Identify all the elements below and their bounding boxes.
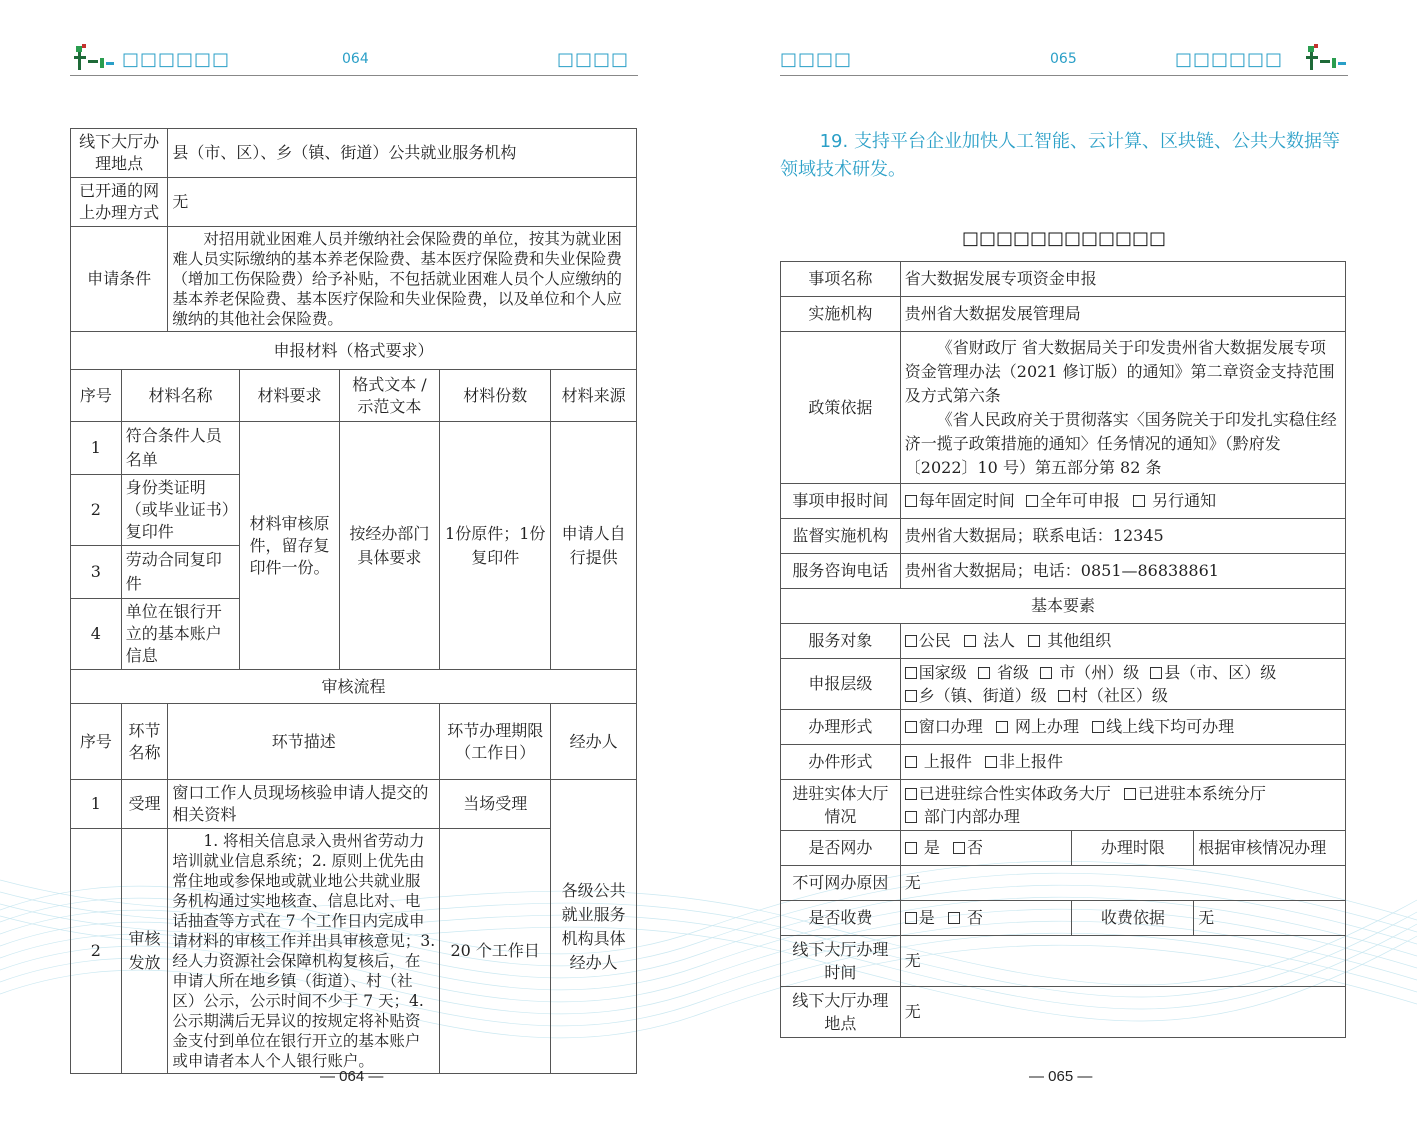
hall-time-value: 无 — [900, 936, 1345, 987]
consult-value: 贵州省大数据局；电话：0851—86838861 — [900, 554, 1345, 589]
fee-basis-label: 收费依据 — [1072, 901, 1194, 936]
page-header — [780, 40, 1348, 76]
material-name: 劳动合同复印件 — [121, 546, 239, 599]
right-page — [709, 0, 1417, 1133]
logo-icon — [70, 42, 116, 72]
materials-header-copies: 材料份数 — [440, 370, 551, 422]
checkbox[interactable] — [1028, 635, 1040, 647]
hall-addr-value: 无 — [900, 987, 1345, 1038]
online-label: 已开通的网上办理方式 — [71, 178, 168, 227]
limit-label: 办理时限 — [1072, 831, 1194, 866]
checkbox[interactable] — [905, 842, 917, 854]
time-label: 事项申报时间 — [781, 484, 901, 519]
process-step-name: 受理 — [121, 780, 168, 829]
checkbox[interactable] — [1133, 495, 1145, 507]
checkbox[interactable] — [905, 721, 917, 733]
option-label: 窗口办理 — [918, 717, 983, 736]
section-title: □□□□ — [780, 49, 853, 70]
checkbox[interactable] — [985, 756, 997, 768]
option-label: 否 — [966, 838, 983, 857]
policy-paragraph: 《省人民政府关于贯彻落实〈国务院关于印发扎实稳住经济一揽子政策措施的通知〉任务情况的通知》（黔府发〔2022〕10 号）第五部分第 82 条 — [904, 409, 1337, 477]
option-label: 是 — [923, 838, 940, 857]
option-label: 线上线下均可办理 — [1106, 717, 1235, 736]
material-name: 单位在银行开立的基本账户信息 — [121, 599, 239, 670]
process-section-title: 审核流程 — [71, 670, 637, 704]
hall-label: 进驻实体大厅情况 — [781, 780, 901, 831]
materials-header-requirement: 材料要求 — [240, 370, 339, 422]
option-label: 上报件 — [923, 752, 972, 771]
logo-icon — [1302, 42, 1348, 72]
materials-header-name: 材料名称 — [121, 370, 239, 422]
checkbox[interactable] — [905, 788, 917, 800]
option-label: 村（社区）级 — [1071, 686, 1168, 705]
item-name-value: 省大数据发展专项资金申报 — [900, 262, 1345, 297]
item-name-label: 事项名称 — [781, 262, 901, 297]
process-step-limit: 20 个工作日 — [440, 829, 551, 1074]
checkbox[interactable] — [905, 811, 917, 823]
supervise-label: 监督实施机构 — [781, 519, 901, 554]
doc-options — [900, 745, 1345, 780]
materials-header-source: 材料来源 — [551, 370, 637, 422]
online-label: 是否网办 — [781, 831, 901, 866]
process-header-limit: 环节办理期限（工作日） — [440, 704, 551, 780]
option-label: 市（州）级 — [1059, 663, 1140, 682]
page-footer: — 065 — — [1029, 1068, 1093, 1085]
time-options — [900, 484, 1345, 519]
option-label: 法人 — [982, 631, 1015, 650]
option-label: 乡（镇、街道）级 — [918, 686, 1047, 705]
checkbox[interactable] — [1040, 667, 1052, 679]
header-page-number: 064 — [342, 51, 369, 67]
option-label: 省级 — [996, 663, 1029, 682]
checkbox[interactable] — [905, 912, 917, 924]
conditions-label: 申请条件 — [71, 227, 168, 332]
item-table — [780, 261, 1346, 1038]
page-header — [70, 40, 638, 76]
not-online-value: 无 — [900, 866, 1345, 901]
option-label: 县（市、区）级 — [1164, 663, 1277, 682]
checkbox[interactable] — [905, 495, 917, 507]
process-step-no: 1 — [71, 780, 122, 829]
fee-basis-value: 无 — [1194, 901, 1346, 936]
fee-options — [900, 901, 1072, 936]
checkbox[interactable] — [905, 635, 917, 647]
process-header-no: 序号 — [71, 704, 122, 780]
checkbox[interactable] — [1058, 690, 1070, 702]
conditions-value: 对招用就业困难人员并缴纳社会保险费的单位，按其为就业困难人员实际缴纳的基本养老保险费、基本医疗保险费和失业保险费（增加工伤保险费）给予补贴，不包括就业困难人员个人应缴纳的基本养老保险费、基本医疗保险和失业保险费，以及单位和个人应缴纳的其他社会保险费。 — [168, 227, 637, 332]
material-source: 申请人自行提供 — [551, 422, 637, 670]
material-format: 按经办部门具体要求 — [339, 422, 439, 670]
process-header-name: 环节名称 — [121, 704, 168, 780]
checkbox[interactable] — [964, 635, 976, 647]
option-label: 全年可申报 — [1039, 491, 1120, 510]
book-title: □□□□□□ — [122, 49, 231, 70]
hall-options — [900, 780, 1345, 831]
material-no: 3 — [71, 546, 122, 599]
level-options — [900, 659, 1345, 710]
checkbox[interactable] — [1150, 667, 1162, 679]
material-no: 4 — [71, 599, 122, 670]
agency-label: 实施机构 — [781, 297, 901, 332]
hall-address-value: 县（市、区）、乡（镇、街道）公共就业服务机构 — [168, 129, 637, 178]
checkbox[interactable] — [1092, 721, 1104, 733]
basic-section-title: 基本要素 — [781, 589, 1346, 624]
process-header-handler: 经办人 — [551, 704, 637, 780]
material-copies: 1份原件；1份复印件 — [440, 422, 551, 670]
page-footer: — 064 — — [320, 1068, 384, 1085]
checkbox[interactable] — [905, 667, 917, 679]
checkbox[interactable] — [978, 667, 990, 679]
materials-section-title: 申报材料（格式要求） — [71, 332, 637, 370]
supervise-value: 贵州省大数据局；联系电话：12345 — [900, 519, 1345, 554]
limit-value: 根据审核情况办理 — [1194, 831, 1346, 866]
checkbox[interactable] — [905, 756, 917, 768]
policy-paragraph: 《省财政厅 省大数据局关于印发贵州省大数据发展专项资金管理办法（2021 修订版）的通知》第二章资金支持范围及方式第六条 — [904, 337, 1335, 405]
process-step-desc: 窗口工作人员现场核验申请人提交的相关资料 — [168, 780, 440, 829]
option-label: 其他组织 — [1047, 631, 1112, 650]
process-handler: 各级公共就业服务机构具体经办人 — [551, 780, 637, 1074]
left-page — [0, 0, 708, 1133]
header-page-number: 065 — [1050, 51, 1077, 67]
process-step-desc: 1. 将相关信息录入贵州省劳动力培训就业信息系统；2. 原则上优先由常住地或参保地或就业地公共就业服务机构通过实地核查、信息比对、电话抽查等方式在 7 个工作日内完成申请材料的审核工作并出具审核意见；3. 经人力资源社会保障机构复核后，在申请人所在地乡镇（街道）、村（社区）公示，公示时间不少于 7 天；4. 公示期满后无异议的按规定将补贴资金支付到单位在银行开立的基本账户或申请者本人个人银行账户。 — [168, 829, 440, 1074]
form-label: 办理形式 — [781, 710, 901, 745]
level-label: 申报层级 — [781, 659, 901, 710]
process-step-name: 审核发放 — [121, 829, 168, 1074]
material-requirement: 材料审核原件，留存复印件一份。 — [240, 422, 339, 670]
hall-time-label: 线下大厅办理时间 — [781, 936, 901, 987]
option-label: 国家级 — [918, 663, 967, 682]
book-title: □□□□□□ — [1175, 49, 1284, 70]
online-value: 无 — [168, 178, 637, 227]
option-label: 是 — [918, 908, 935, 927]
option-label: 网上办理 — [1014, 717, 1079, 736]
not-online-label: 不可网办原因 — [781, 866, 901, 901]
doc-label: 办件形式 — [781, 745, 901, 780]
consult-label: 服务咨询电话 — [781, 554, 901, 589]
online-options — [900, 831, 1072, 866]
material-no: 2 — [71, 475, 122, 546]
material-name: 符合条件人员名单 — [121, 422, 239, 475]
option-label: 否 — [966, 908, 983, 927]
checkbox[interactable] — [905, 690, 917, 702]
option-label: 部门内部办理 — [923, 807, 1020, 826]
info-table — [70, 128, 637, 1074]
process-step-limit: 当场受理 — [440, 780, 551, 829]
checkbox[interactable] — [1026, 495, 1038, 507]
option-label: 已进驻本系统分厅 — [1137, 784, 1266, 803]
hall-addr-label: 线下大厅办理地点 — [781, 987, 901, 1038]
option-label: 另行通知 — [1152, 491, 1217, 510]
checkbox[interactable] — [948, 912, 960, 924]
option-label: 每年固定时间 — [918, 491, 1015, 510]
hall-address-label: 线下大厅办理地点 — [71, 129, 168, 178]
table-title: □□□□□□□□□□□□ — [961, 228, 1167, 249]
option-label: 已进驻综合性实体政务大厅 — [918, 784, 1111, 803]
materials-header-no: 序号 — [71, 370, 122, 422]
option-label: 公民 — [918, 631, 951, 650]
material-no: 1 — [71, 422, 122, 475]
checkbox[interactable] — [996, 721, 1008, 733]
target-label: 服务对象 — [781, 624, 901, 659]
checkbox[interactable] — [1124, 788, 1136, 800]
process-step-no: 2 — [71, 829, 122, 1074]
material-name: 身份类证明（或毕业证书）复印件 — [121, 475, 239, 546]
section-title: □□□□ — [557, 49, 630, 70]
fee-label: 是否收费 — [781, 901, 901, 936]
lead-paragraph: 19. 支持平台企业加快人工智能、云计算、区块链、公共大数据等领域技术研发。 — [780, 131, 1340, 180]
materials-header-format: 格式文本 / 示范文本 — [339, 370, 439, 422]
checkbox[interactable] — [953, 842, 965, 854]
policy-label: 政策依据 — [781, 332, 901, 484]
option-label: 非上报件 — [998, 752, 1063, 771]
form-options — [900, 710, 1345, 745]
agency-value: 贵州省大数据发展管理局 — [900, 297, 1345, 332]
target-options — [900, 624, 1345, 659]
process-header-desc: 环节描述 — [168, 704, 440, 780]
